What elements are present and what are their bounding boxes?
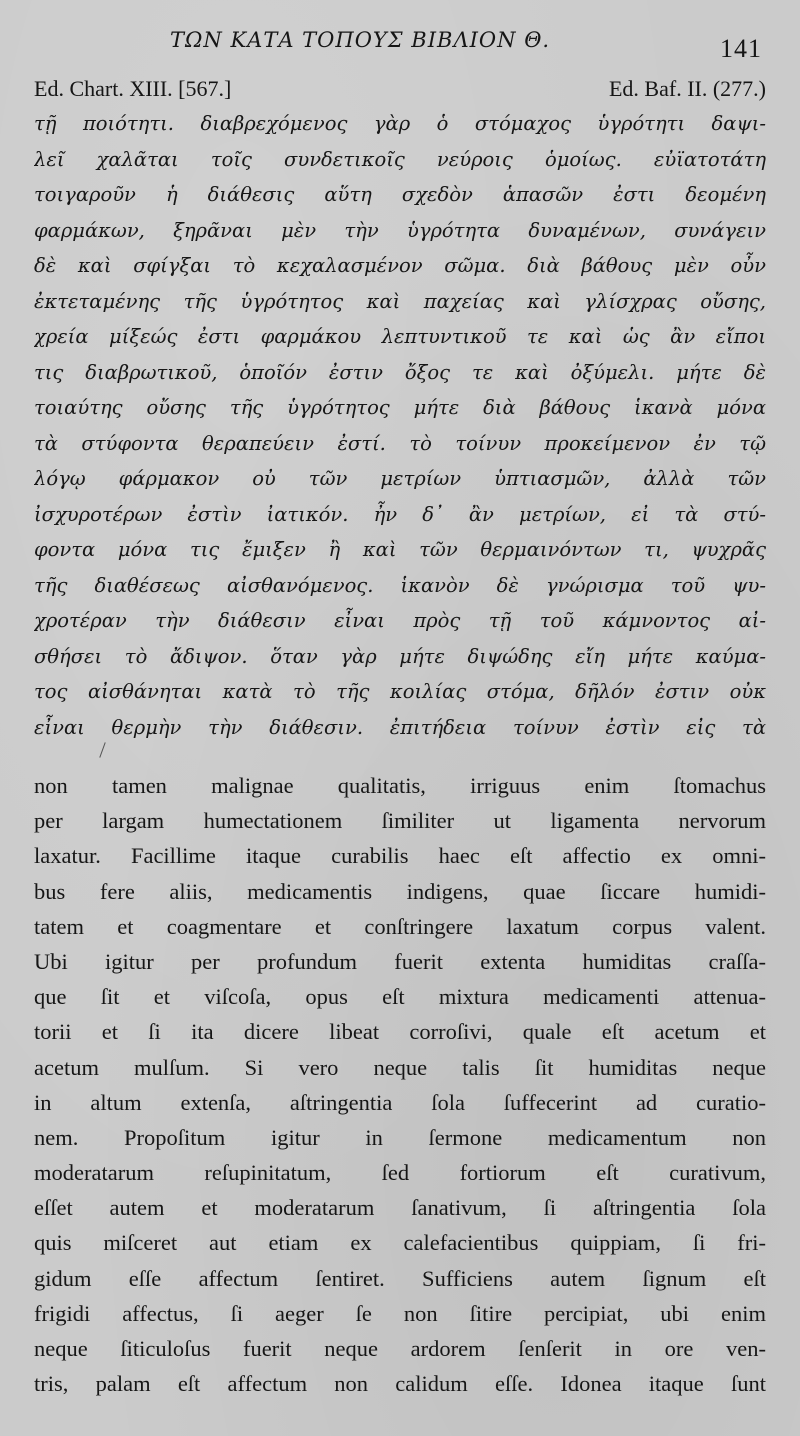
latin-text-line: eſſet autem et moderatarum ſanativum, ſi aſtringentia ſola (34, 1195, 766, 1221)
running-head (0, 28, 800, 62)
greek-text-line: τοιγαροῦν ἡ διάθεσις αὕτη σχεδὸν ἁπασῶν ἐστι δεομένη (34, 183, 766, 206)
latin-text-line: que ſit et viſcoſa, opus eſt mixtura medicamenti attenua- (34, 984, 766, 1010)
greek-text-line: φαρμάκων, ξηρᾶναι μὲν τὴν ὑγρότητα δυναμένων, συνάγειν (34, 218, 766, 242)
running-title: ΤΩΝ ΚΑΤΑ ΤΟΠΟΥΣ ΒΙΒΛΙΟΝ Θ. (170, 28, 551, 52)
greek-text-line: τις διαβρωτικοῦ, ὁποῖόν ἐστιν ὄξος τε καὶ ὀξύμελι. μήτε δὲ (34, 360, 766, 384)
latin-text-line: moderatarum reſupinitatum, ſed fortiorum eſt curativum, (34, 1160, 766, 1186)
edition-references (34, 76, 766, 106)
latin-text-line: in altum extenſa, aſtringentia ſola ſuffecerint ad curatio- (34, 1089, 766, 1115)
greek-text-line: σθήσει τὸ ἄδιψον. ὅταν γὰρ μήτε διψώδης εἴη μήτε καύμα- (34, 644, 766, 668)
latin-text-line: torii et ſi ita dicere libeat corroſivi, quale eſt acetum et (34, 1019, 766, 1045)
greek-text-line: λόγῳ φάρμακον οὐ τῶν μετρίων ὑπτιασμῶν, ἀλλὰ τῶν (34, 467, 766, 490)
latin-text-line: non tamen malignae qualitatis, irriguus enim ſtomachus (34, 773, 766, 798)
latin-text-block (34, 768, 766, 1401)
greek-text-line: χρεία μίξεώς ἐστι φαρμάκου λεπτυντικοῦ τε καὶ ὡς ἂν εἴποι (34, 325, 766, 348)
latin-text-line: tris, palam eſt affectum non calidum eſſe. Idonea itaque ſunt (34, 1371, 766, 1397)
edition-reference-chartier: Ed. Chart. XIII. [567.] (34, 76, 232, 101)
greek-text-line: ἐκτεταμένης τῆς ὑγρότητος καὶ παχείας καὶ γλίσχρας οὔσης, (34, 289, 766, 313)
greek-text-line: τοιαύτης οὔσης τῆς ὑγρότητος μήτε διὰ βάθους ἱκανὰ μόνα (34, 396, 766, 419)
greek-text-line: φοντα μόνα τις ἔμιξεν ἢ καὶ τῶν θερμαινόντων τι, ψυχρᾶς (34, 538, 766, 561)
latin-text-line: gidum eſſe affectum ſentiret. Sufficiens autem ſignum eſt (34, 1265, 766, 1291)
latin-text-line: neque ſiticuloſus fuerit neque ardorem ſenſerit in ore ven- (34, 1336, 766, 1361)
greek-text-line: τῇ ποιότητι. διαβρεχόμενος γὰρ ὁ στόμαχος ὑγρότητι δαψι- (34, 112, 766, 135)
latin-text-line: tatem et coagmentare et conſtringere laxatum corpus valent. (34, 913, 766, 939)
greek-text-block (34, 106, 766, 745)
latin-text-line: Ubi igitur per profundum fuerit extenta humiditas craſſa- (34, 948, 766, 974)
latin-text-line: frigidi affectus, ſi aeger ſe non ſitire percipiat, ubi enim (34, 1300, 766, 1326)
latin-text-line: quis miſceret aut etiam ex calefacientibus quippiam, ſi fri- (34, 1230, 766, 1256)
page-number: 141 (720, 34, 762, 63)
edition-reference-basel: Ed. Baf. II. (277.) (608, 76, 766, 101)
latin-text-line: bus fere aliis, medicamentis indigens, quae ſiccare humidi- (34, 878, 766, 904)
latin-text-line: acetum mulſum. Si vero neque talis ſit humiditas neque (34, 1054, 766, 1080)
latin-text-line: laxatur. Facillime itaque curabilis haec eſt affectio ex omni- (34, 843, 766, 869)
greek-text-line: τῆς διαθέσεως αἰσθανόμενος. ἱκανὸν δὲ γνώρισμα τοῦ ψυ- (34, 573, 766, 597)
greek-text-line: χροτέραν τὴν διάθεσιν εἶναι πρὸς τῇ τοῦ κάμνοντος αἰ- (34, 609, 766, 632)
greek-text-line: τὰ στύφοντα θεραπεύειν ἐστί. τὸ τοίνυν προκείμενον ἐν τῷ (34, 431, 766, 455)
greek-text-line: εἶναι θερμὴν τὴν διάθεσιν. ἐπιτήδεια τοίνυν ἐστὶν εἰς τὰ (34, 715, 766, 739)
latin-text-line: nem. Propoſitum igitur in ſermone medicamentum non (34, 1124, 766, 1150)
greek-text-line: τος αἰσθάνηται κατὰ τὸ τῆς κοιλίας στόμα, δῆλόν ἐστιν οὐκ (34, 680, 766, 703)
greek-text-line: λεῖ χαλᾶται τοῖς συνδετικοῖς νεύροις ὁμοίως. εὐϊατοτάτη (34, 147, 766, 171)
greek-text-line: δὲ καὶ σφίγξαι τὸ κεχαλασμένον σῶμα. διὰ βάθους μὲν οὖν (34, 254, 766, 277)
greek-text-line: ἰσχυροτέρων ἐστὶν ἰατικόν. ἦν δ᾽ ἂν μετρίων, εἰ τὰ στύ- (34, 502, 766, 526)
latin-text-line: per largam humectationem ſimiliter ut ligamenta nervorum (34, 808, 766, 834)
